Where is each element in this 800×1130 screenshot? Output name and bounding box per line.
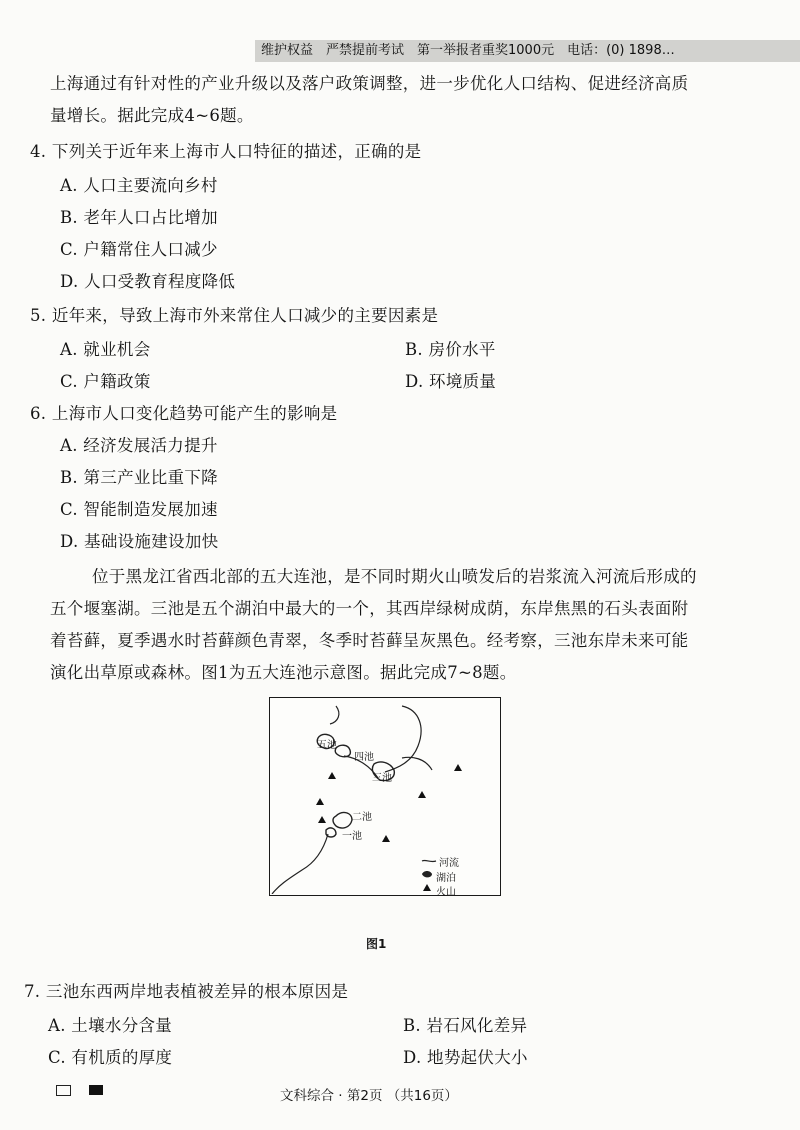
legend-lake-symbol — [422, 871, 432, 877]
passage-line-1: 位于黑龙江省西北部的五大连池，是不同时期火山喷发后的岩浆流入河流后形成的 — [92, 567, 697, 586]
q5-option-a: A. 就业机会 — [60, 340, 151, 359]
q5-option-b: B. 房价水平 — [405, 340, 496, 359]
q5-option-c: C. 户籍政策 — [60, 372, 151, 391]
lake-1-shape — [326, 828, 336, 837]
passage-line-4: 演化出草原或森林。图1为五大连池示意图。据此完成7~8题。 — [50, 663, 517, 682]
page-footer: 文科综合 · 第2页 （共16页） — [280, 1088, 458, 1104]
exam-security-notice: 维护权益 严禁提前考试 第一举报者重奖1000元 电话：(0) 1898… — [255, 40, 800, 62]
legend-volcano-label: 火山 — [436, 887, 456, 898]
q6-option-a: A. 经济发展活力提升 — [60, 436, 218, 455]
q4-option-c: C. 户籍常住人口减少 — [60, 240, 218, 259]
label-lake-3: 三池 — [372, 773, 392, 784]
legend-river-label: 河流 — [439, 858, 459, 869]
marker-hollow-square — [56, 1085, 71, 1096]
volcano-3 — [318, 816, 326, 823]
volcano-5 — [454, 764, 462, 771]
river-north — [330, 706, 339, 724]
volcano-1 — [328, 772, 336, 779]
question-4-stem: 4. 下列关于近年来上海市人口特征的描述，正确的是 — [30, 142, 422, 161]
legend-volcano-symbol — [423, 884, 431, 891]
legend-lake-label: 湖泊 — [436, 873, 456, 884]
q4-option-d: D. 人口受教育程度降低 — [60, 272, 236, 291]
lake-4-shape — [335, 745, 350, 757]
question-5-stem: 5. 近年来，导致上海市外来常住人口减少的主要因素是 — [30, 306, 439, 325]
figure-caption: 图1 — [366, 937, 387, 951]
q6-option-d: D. 基础设施建设加快 — [60, 532, 219, 551]
intro-line-2: 量增长。据此完成4~6题。 — [50, 106, 254, 125]
q4-option-a: A. 人口主要流向乡村 — [60, 176, 218, 195]
map-drawing — [270, 698, 499, 894]
label-lake-4: 四池 — [354, 752, 374, 763]
volcano-2 — [316, 798, 324, 805]
lake-2-shape — [333, 813, 352, 828]
river-east-branch — [402, 757, 432, 770]
q7-option-a: A. 土壤水分含量 — [48, 1016, 173, 1035]
label-lake-5: 五池 — [317, 740, 337, 751]
q7-option-d: D. 地势起伏大小 — [403, 1048, 528, 1067]
volcano-4 — [418, 791, 426, 798]
volcano-6 — [382, 835, 390, 842]
question-6-stem: 6. 上海市人口变化趋势可能产生的影响是 — [30, 404, 338, 423]
q6-option-c: C. 智能制造发展加速 — [60, 500, 218, 519]
q7-option-c: C. 有机质的厚度 — [48, 1048, 173, 1067]
passage-line-3: 着苔藓，夏季遇水时苔藓颜色青翠，冬季时苔藓呈灰黑色。经考察，三池东岸未来可能 — [50, 631, 689, 650]
question-7-stem: 7. 三池东西两岸地表植被差异的根本原因是 — [24, 982, 349, 1001]
q5-option-d: D. 环境质量 — [405, 372, 497, 391]
q7-option-b: B. 岩石风化差异 — [403, 1016, 528, 1035]
legend-river-symbol — [422, 860, 436, 861]
label-lake-1: 一池 — [342, 831, 362, 842]
intro-line-1: 上海通过有针对性的产业升级以及落户政策调整，进一步优化人口结构、促进经济高质 — [50, 74, 689, 93]
q4-option-b: B. 老年人口占比增加 — [60, 208, 218, 227]
passage-line-2: 五个堰塞湖。三池是五个湖泊中最大的一个，其西岸绿树成荫，东岸焦黑的石头表面附 — [50, 599, 689, 618]
label-lake-2: 二池 — [352, 812, 372, 823]
marker-solid-square — [89, 1085, 103, 1095]
river-south — [272, 834, 328, 894]
wudalianchi-map — [269, 697, 501, 896]
q6-option-b: B. 第三产业比重下降 — [60, 468, 218, 487]
river-east-upper — [385, 706, 421, 772]
